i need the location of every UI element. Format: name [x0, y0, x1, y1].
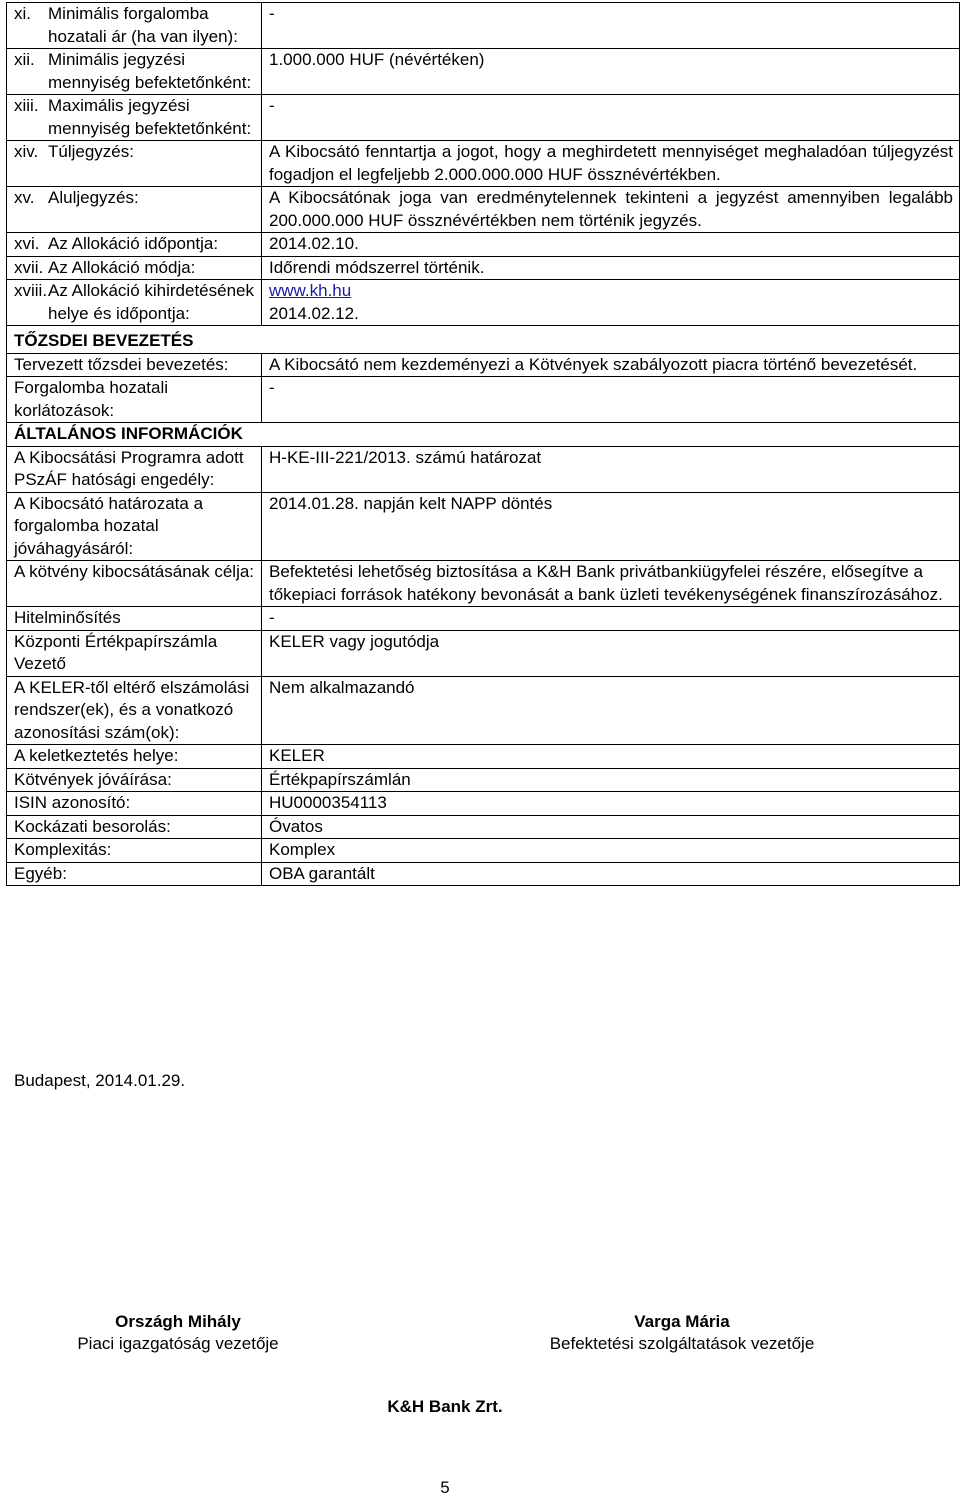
- row-value: A Kibocsátónak joga van eredménytelennek tekinteni a jegyzést amennyiben legalább 200.000.000 HUF össznévértékben nem történik jegyzés.: [262, 187, 960, 233]
- row-value: OBA garantált: [262, 862, 960, 886]
- row-value: A Kibocsátó fenntartja a jogot, hogy a meghirdetett mennyiséget meghaladóan túljegyzést fogadjon el legfeljebb 2.000.000.000 HUF össznévértékben.: [262, 141, 960, 187]
- table-row: [7, 862, 960, 886]
- row-label: A KELER-től eltérő elszámolási rendszer(ek), és a vonatkozó azonosítási szám(ok):: [7, 676, 262, 745]
- row-label: Aluljegyzés:: [48, 188, 139, 207]
- row-value: -: [262, 377, 960, 423]
- row-label: Komplexitás:: [7, 839, 262, 863]
- row-value: H-KE-III-221/2013. számú határozat: [262, 446, 960, 492]
- table-row: [7, 377, 960, 423]
- allocation-link[interactable]: www.kh.hu: [269, 281, 352, 300]
- row-label: Minimális forgalomba hozatali ár (ha van ilyen):: [48, 4, 238, 46]
- row-label: Kötvények jóváírása:: [7, 768, 262, 792]
- section-header-row: [7, 326, 960, 354]
- signatory-title: Piaci igazgatóság vezetője: [77, 1334, 279, 1353]
- section-heading: ÁLTALÁNOS INFORMÁCIÓK: [7, 423, 960, 447]
- row-label: Egyéb:: [7, 862, 262, 886]
- row-value: [262, 280, 960, 326]
- table-row: [7, 745, 960, 769]
- row-value: Értékpapírszámlán: [262, 768, 960, 792]
- terms-table: [6, 2, 960, 886]
- table-row: [7, 95, 960, 141]
- row-value: 2014.01.28. napján kelt NAPP döntés: [262, 492, 960, 561]
- row-value: 2014.02.10.: [262, 233, 960, 257]
- table-row: [7, 561, 960, 607]
- table-row: [7, 676, 960, 745]
- table-row: [7, 446, 960, 492]
- row-label: Forgalomba hozatali korlátozások:: [7, 377, 262, 423]
- row-value: Nem alkalmazandó: [262, 676, 960, 745]
- signature-block: [520, 1311, 844, 1355]
- signature-block: [40, 1311, 316, 1355]
- table-row: [7, 630, 960, 676]
- row-number: xi.: [14, 4, 31, 23]
- table-row: [7, 815, 960, 839]
- row-label: Kockázati besorolás:: [7, 815, 262, 839]
- table-row: [7, 49, 960, 95]
- table-row: [7, 256, 960, 280]
- section-header-row: [7, 423, 960, 447]
- row-label: Központi Értékpapírszámla Vezető: [7, 630, 262, 676]
- place-and-date: Budapest, 2014.01.29.: [14, 1071, 186, 1090]
- allocation-date: 2014.02.12.: [269, 303, 359, 323]
- table-row: [7, 353, 960, 377]
- row-number: xiv.: [14, 142, 39, 161]
- row-number: xvii.: [14, 257, 44, 277]
- row-label: A Kibocsátási Programra adott PSzÁF hatósági engedély:: [7, 446, 262, 492]
- row-value: Időrendi módszerrel történik.: [262, 256, 960, 280]
- row-value: -: [262, 3, 960, 49]
- row-value: -: [262, 607, 960, 631]
- row-number: xii.: [14, 50, 35, 69]
- row-label: ISIN azonosító:: [7, 792, 262, 816]
- row-value: Befektetési lehetőség biztosítása a K&H Bank privátbankiügyfelei részére, elősegítve a tőkepiaci források hatékony bevonását a bank üzleti tevékenységének finanszírozásához.: [262, 561, 960, 607]
- table-row: [7, 233, 960, 257]
- row-label: Az Allokáció időpontja:: [48, 234, 219, 253]
- row-label: Az Allokáció módja:: [48, 257, 196, 277]
- table-row: [7, 141, 960, 187]
- table-row: [7, 3, 960, 49]
- row-label: Az Allokáció kihirdetésének helye és időpontja:: [48, 281, 255, 323]
- signatory-title: Befektetési szolgáltatások vezetője: [549, 1334, 815, 1353]
- row-label: A Kibocsátó határozata a forgalomba hozatal jóváhagyásáról:: [7, 492, 262, 561]
- row-value: 1.000.000 HUF (névértéken): [262, 49, 960, 95]
- table-row: [7, 839, 960, 863]
- row-value: Komplex: [262, 839, 960, 863]
- row-number: xvi.: [14, 234, 40, 253]
- table-row: [7, 187, 960, 233]
- signatory-name: Varga Mária: [634, 1312, 730, 1331]
- row-number: xiii.: [14, 96, 39, 115]
- table-row: [7, 607, 960, 631]
- table-row: [7, 280, 960, 326]
- section-heading: TŐZSDEI BEVEZETÉS: [7, 326, 960, 354]
- row-number: xv.: [14, 188, 35, 207]
- table-row: [7, 792, 960, 816]
- row-label: A kötvény kibocsátásának célja:: [7, 561, 262, 607]
- row-value: KELER vagy jogutódja: [262, 630, 960, 676]
- signatory-name: Országh Mihály: [115, 1312, 241, 1331]
- row-value: -: [262, 95, 960, 141]
- row-label: Maximális jegyzési mennyiség befektetőnként:: [48, 96, 252, 138]
- row-label: Hitelminősítés: [7, 607, 262, 631]
- row-value: A Kibocsátó nem kezdeményezi a Kötvények szabályozott piacra történő bevezetését.: [262, 353, 960, 377]
- row-value: Óvatos: [262, 815, 960, 839]
- table-row: [7, 492, 960, 561]
- row-value: HU0000354113: [262, 792, 960, 816]
- row-label: Tervezett tőzsdei bevezetés:: [7, 353, 262, 377]
- table-row: [7, 768, 960, 792]
- company-name: K&H Bank Zrt.: [387, 1397, 503, 1416]
- row-number: xviii.: [14, 281, 48, 300]
- row-value: KELER: [262, 745, 960, 769]
- row-label: Minimális jegyzési mennyiség befektetőnként:: [48, 50, 252, 92]
- page-number: 5: [440, 1478, 450, 1497]
- row-label: A keletkeztetés helye:: [7, 745, 262, 769]
- row-label: Túljegyzés:: [48, 142, 134, 161]
